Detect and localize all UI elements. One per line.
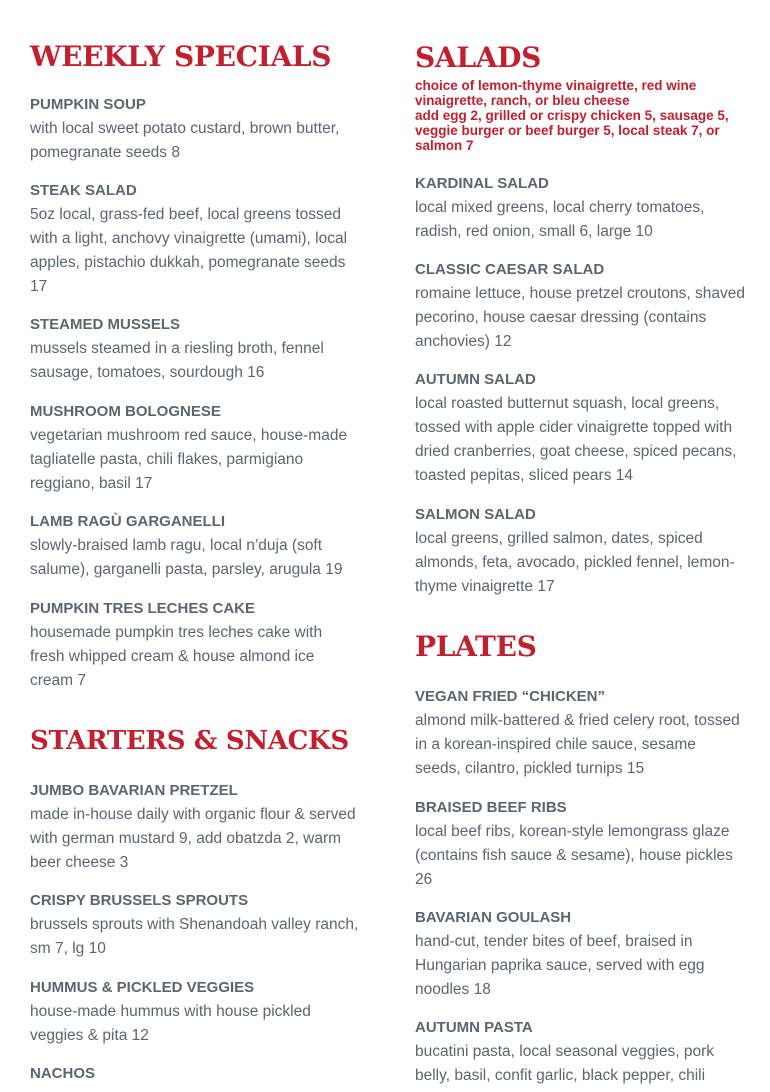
menu-item-autumn-pasta [415,1016,745,1088]
item-description: bucatini pasta, local seasonal veggies, pork belly, basil, confit garlic, black pepper, chili [415,1043,714,1084]
item-name: STEAMED MUSSELS [30,316,181,333]
menu-item-mushroom-bolognese [30,400,360,496]
item-name: JUMBO BAVARIAN PRETZEL [30,782,238,799]
item-name: BAVARIAN GOULASH [415,909,572,926]
item-name: SALMON SALAD [415,506,536,523]
item-name: MUSHROOM BOLOGNESE [30,403,221,420]
item-description: local beef ribs, korean-style lemongrass glaze (contains fish sauce & sesame), house pickles 26 [415,823,733,888]
item-description: slowly-braised lamb ragu, local n’duja (soft salume), garganelli pasta, parsley, arugula 19 [30,537,343,578]
item-description: brussels sprouts with Shenandoah valley ranch, sm 7, lg 10 [30,916,359,957]
menu-item-vegan-fried-chicken [415,685,745,781]
item-name: HUMMUS & PICKLED VEGGIES [30,979,255,996]
menu-item-lamb-ragu [30,510,360,582]
item-name: LAMB RAGÙ GARGANELLI [30,513,225,530]
salads-heading: SALADS [415,41,542,74]
item-name: BRAISED BEEF RIBS [415,799,567,816]
menu-item-autumn-salad [415,368,745,488]
item-description: made in-house daily with organic flour & served with german mustard 9, add obatzda 2, warm beer cheese 3 [30,806,356,871]
item-name: VEGAN FRIED “CHICKEN” [415,688,606,705]
menu-item-pumpkin-tres-leches [30,597,360,693]
item-description: housemade pumpkin tres leches cake with fresh whipped cream & house almond ice cream 7 [30,624,323,689]
menu-item-nachos [30,1062,360,1086]
item-name: NACHOS [30,1065,96,1082]
weekly-specials-heading: WEEKLY SPECIALS [30,40,332,73]
item-name: CLASSIC CAESAR SALAD [415,261,605,278]
item-description: with local sweet potato custard, brown butter, pomegranate seeds 8 [30,120,340,161]
salads-dressing-note: choice of lemon-thyme vinaigrette, red wine vinaigrette, ranch, or bleu cheese [415,78,697,108]
item-name: AUTUMN PASTA [415,1019,533,1036]
menu-item-kardinal-salad [415,172,745,244]
item-description: mussels steamed in a riesling broth, fennel sausage, tomatoes, sourdough 16 [30,340,324,381]
item-name: PUMPKIN TRES LECHES CAKE [30,600,256,617]
item-name: AUTUMN SALAD [415,371,536,388]
item-description: local greens, grilled salmon, dates, spiced almonds, feta, avocado, pickled fennel, lemon-thyme vinaigrette 17 [415,530,735,595]
item-description: house-made hummus with house pickled veggies & pita 12 [30,1003,311,1044]
item-description: local roasted butternut squash, local greens, tossed with apple cider vinaigrette topped with dried cranberries, goat cheese, spiced pecans, toasted pepitas, sliced pears 14 [415,395,737,484]
item-name: PUMPKIN SOUP [30,96,146,113]
item-description: almond milk-battered & fried celery root, tossed in a korean-inspired chile sauce, sesame seeds, cilantro, pickled turnips 15 [415,712,740,777]
item-description: romaine lettuce, house pretzel croutons, shaved pecorino, house caesar dressing (contains anchovies) 12 [415,285,745,350]
menu-item-steamed-mussels [30,313,360,385]
menu-item-brussels-sprouts [30,889,360,961]
item-description: vegetarian mushroom red sauce, house-made tagliatelle pasta, chili flakes, parmigiano reggiano, basil 17 [30,427,348,492]
item-name: STEAK SALAD [30,182,137,199]
item-name: CRISPY BRUSSELS SPROUTS [30,892,249,909]
menu-item-caesar-salad [415,258,745,354]
plates-heading: PLATES [415,630,537,663]
menu-item-salmon-salad [415,503,745,599]
menu-item-pumpkin-soup [30,93,360,165]
menu-item-braised-beef-ribs [415,796,745,892]
salads-add-ons-note: add egg 2, grilled or crispy chicken 5, sausage 5, veggie burger or beef burger 5, local steak 7, or salmon 7 [415,108,729,153]
menu-item-steak-salad [30,179,360,299]
item-description: local mixed greens, local cherry tomatoes, radish, red onion, small 6, large 10 [415,199,705,240]
item-description: 5oz local, grass-fed beef, local greens tossed with a light, anchovy vinaigrette (umami), local apples, pistachio dukkah, pomegranate seeds 17 [30,206,348,295]
menu-item-bavarian-goulash [415,906,745,1002]
menu-item-hummus [30,976,360,1048]
item-description: hand-cut, tender bites of beef, braised in Hungarian paprika sauce, served with egg noodles 18 [415,933,705,998]
starters-heading: STARTERS & SNACKS [30,726,349,756]
menu-item-jumbo-pretzel [30,779,360,875]
item-name: KARDINAL SALAD [415,175,549,192]
